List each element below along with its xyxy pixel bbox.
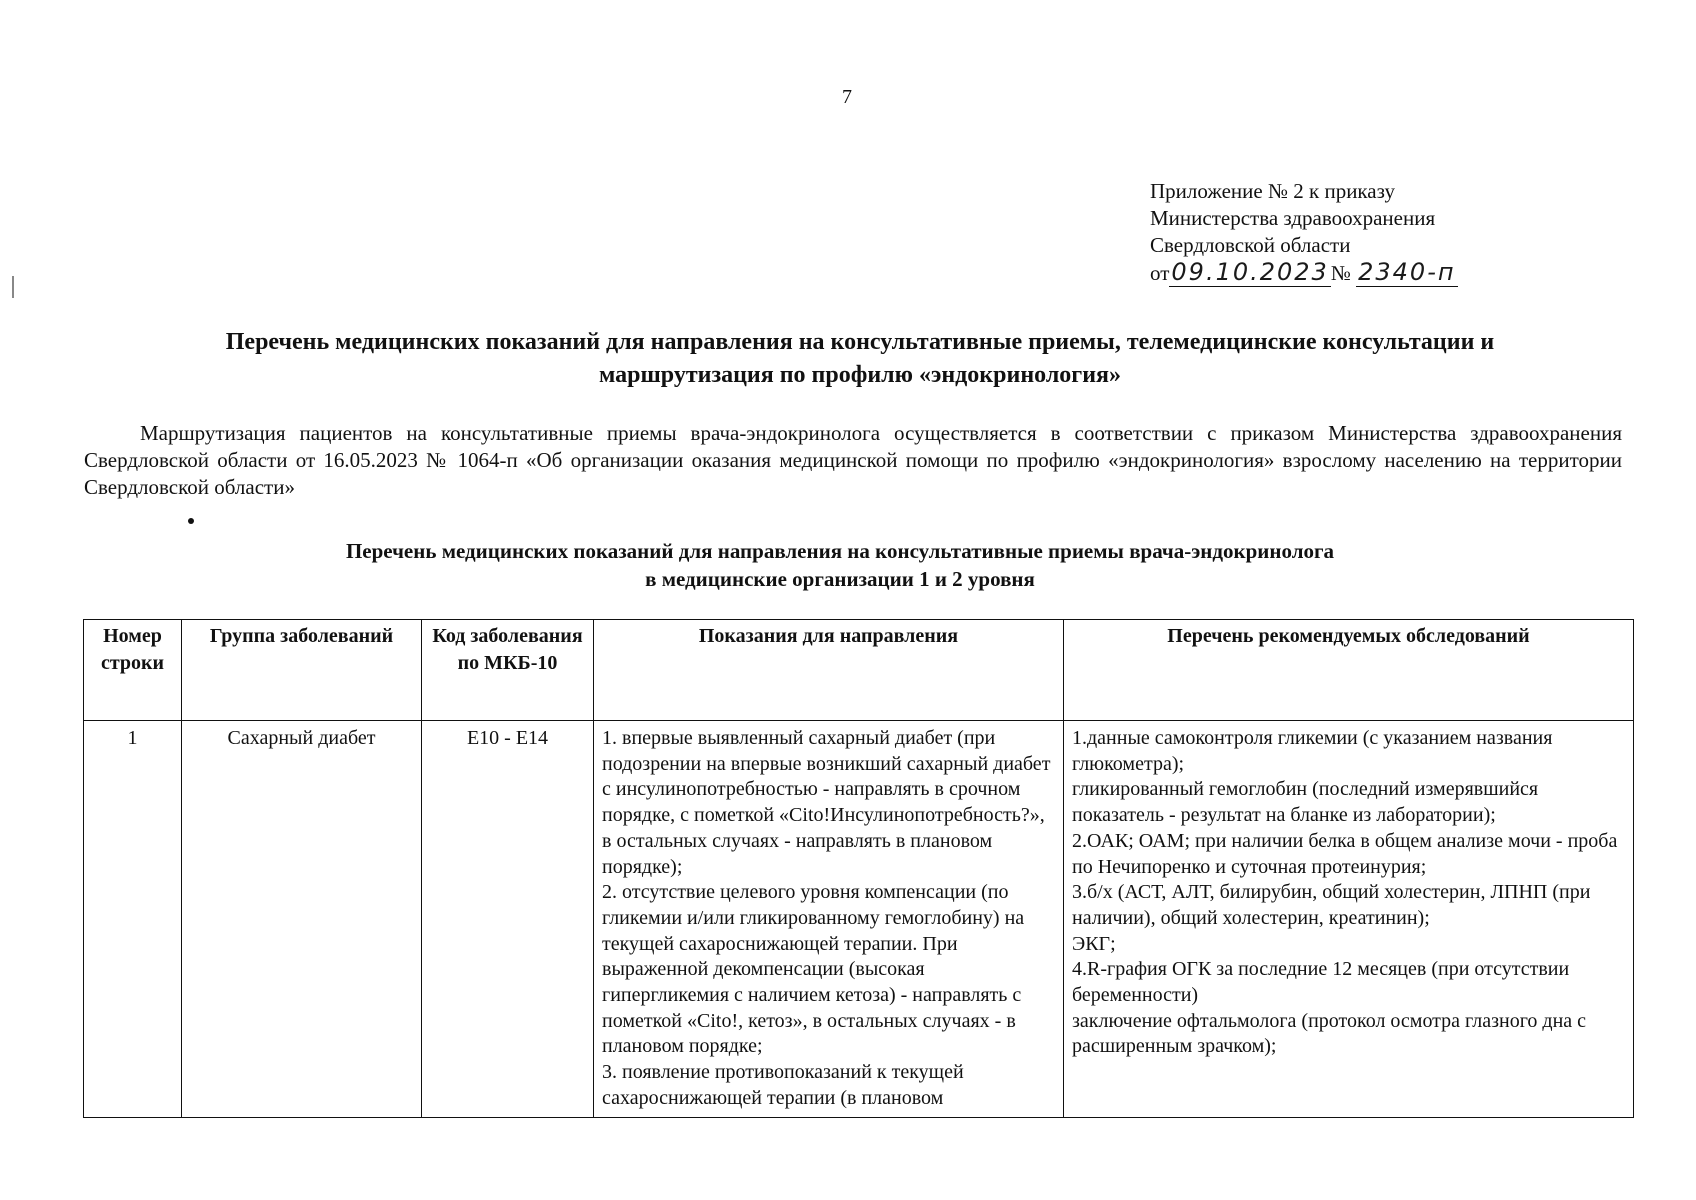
header-indications: Показания для направления: [594, 620, 1064, 721]
indication-item: 2. отсутствие целевого уровня компенсации (по гликемии и/или гликированному гемоглобину) на текущей сахароснижающей терапии. При выраженной декомпенсации (высокая гипергликемия с наличием кетоза) - направлять с пометкой «Cito!, кетоз», в остальных случаях - в плановом порядке;: [602, 881, 1025, 1058]
handwritten-date: 09.10.2023: [1171, 258, 1329, 286]
section-title-line-2: в медицинские организации 1 и 2 уровня: [645, 567, 1035, 591]
appendix-line-1: Приложение № 2 к приказу: [1150, 179, 1395, 203]
appendix-date-line: [1150, 259, 1458, 287]
examination-item: 1.данные самоконтроля гликемии (с указанием названия глюкометра);: [1072, 727, 1553, 775]
section-title-line-1: Перечень медицинских показаний для направления на консультативные приемы врача-эндокринолога: [345, 539, 1335, 563]
page-number: 7: [842, 86, 852, 108]
indication-item: 1. впервые выявленный сахарный диабет (при подозрении на впервые возникший сахарный диабет с инсулинопотребностью - направлять в срочном порядке, с пометкой «Cito!Инсулинопотребность?», в остальных случаях - направлять в плановом порядке);: [602, 727, 1051, 878]
handwritten-order-number: 2340-п: [1358, 258, 1456, 286]
examination-item: ЭКГ;: [1072, 932, 1116, 955]
header-row-number: Номер строки: [84, 620, 182, 721]
section-title: [180, 537, 1500, 593]
header-examinations: Перечень рекомендуемых обследований: [1064, 620, 1634, 721]
examination-item: 3.б/х (АСТ, АЛТ, билирубин, общий холестерин, ЛПНП (при наличии), общий холестерин, креатинин);: [1072, 881, 1591, 929]
header-disease-group: Группа заболеваний: [182, 620, 422, 721]
examination-item: 2.ОАК; ОАМ; при наличии белка в общем анализе мочи - проба по Нечипоренко и суточная протеинурия;: [1072, 829, 1618, 878]
document-title: Перечень медицинских показаний для направления на консультативные приемы, телемедицинские консультации и маршрутизация по профилю «эндокринология»: [225, 329, 1495, 388]
scan-artifact: [12, 276, 14, 298]
intro-paragraph: Маршрутизация пациентов на консультативные приемы врача-эндокринолога осуществляется в соответствии с приказом Министерства здравоохранения Свердловской области от 16.05.2023 № 1064-п «Об организации оказания медицинской помощи по профилю «эндокринология» взрослому населению на территории Свердловской области»: [84, 421, 1622, 499]
table-header-row: [84, 620, 1634, 721]
indication-item: 3. появление противопоказаний к текущей сахароснижающей терапии (в плановом: [602, 1061, 964, 1109]
bullet-dot: [188, 518, 194, 524]
appendix-line-2: Министерства здравоохранения: [1150, 206, 1436, 230]
indications-table: [83, 619, 1634, 1118]
cell-row-number: 1: [84, 721, 182, 1118]
appendix-line-3: Свердловской области: [1150, 233, 1351, 257]
cell-icd-code: E10 - E14: [422, 721, 594, 1118]
examination-item: гликированный гемоглобин (последний измерявшийся показатель - результат на бланке из лаборатории);: [1072, 778, 1539, 827]
examination-item: заключение офтальмолога (протокол осмотра глазного дна с расширенным зрачком);: [1072, 1009, 1587, 1058]
cell-disease-group: Сахарный диабет: [182, 721, 422, 1118]
header-icd-code: Код заболевания по МКБ-10: [422, 620, 594, 721]
table-row: [84, 721, 1634, 1118]
number-prefix: №: [1330, 261, 1351, 285]
date-prefix: от: [1150, 261, 1170, 285]
cell-examinations: [1064, 721, 1634, 1118]
cell-indications: [594, 721, 1064, 1118]
examination-item: 4.R-графия ОГК за последние 12 месяцев (при отсутствии беременности): [1072, 958, 1570, 1007]
appendix-block: [1150, 178, 1458, 287]
